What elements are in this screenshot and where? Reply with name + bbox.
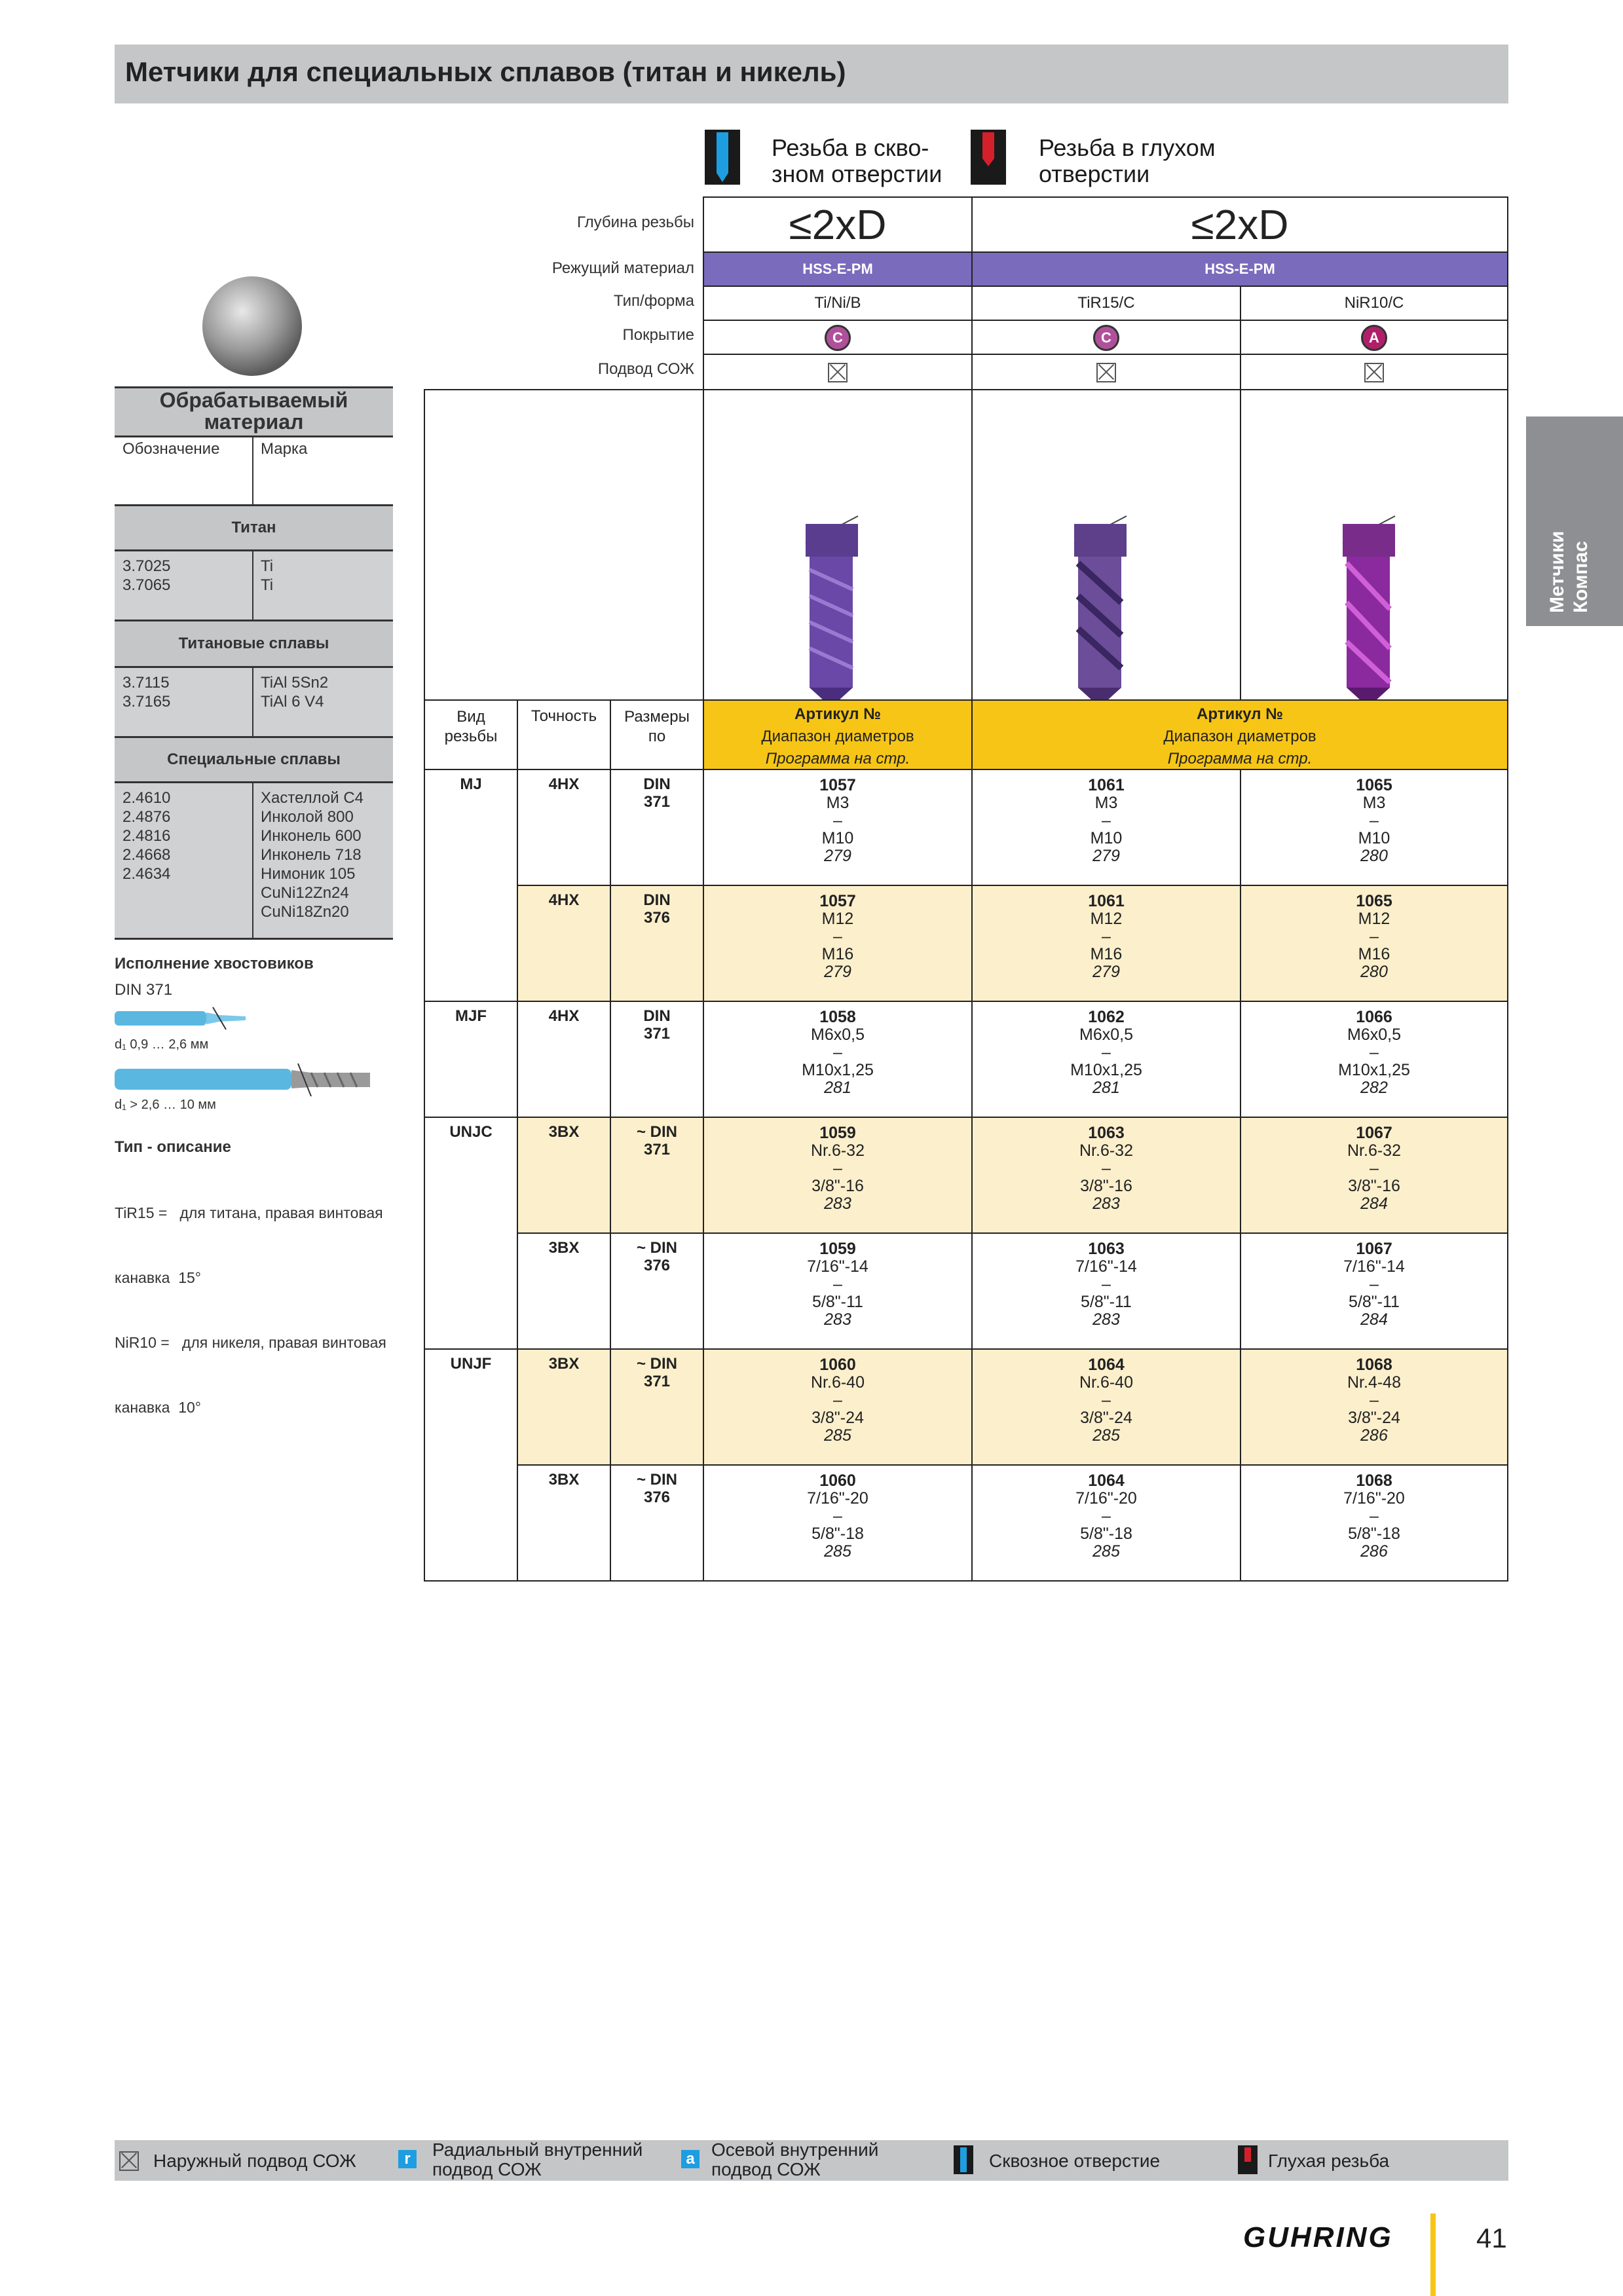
article-cell[interactable] xyxy=(971,1001,1241,1118)
coating-badge: C xyxy=(1093,325,1119,351)
page-ref: 283 xyxy=(824,1310,851,1329)
range-to: 5/8"-18 xyxy=(1080,1525,1132,1543)
range-to: M10 xyxy=(1090,829,1123,847)
cutting-material-through: HSS-E-PM xyxy=(703,251,973,287)
divider xyxy=(971,389,973,701)
material-grade: Инконель 600 xyxy=(261,827,362,845)
material-code: 2.4610 xyxy=(122,789,171,807)
range-to: M10x1,25 xyxy=(1338,1061,1410,1079)
accuracy-cell: 3BX xyxy=(517,1348,611,1466)
article-cell[interactable] xyxy=(971,1232,1241,1350)
article-cell[interactable] xyxy=(703,885,973,1002)
standard-text: 371 xyxy=(643,793,671,811)
legend-radial-line2: подвод СОЖ xyxy=(432,2159,542,2179)
row-label-depth: Глубина резьбы xyxy=(576,213,694,231)
standard-text: 371 xyxy=(643,1025,671,1043)
range-label: Диапазон диаметров xyxy=(761,728,914,745)
range-to: 3/8"-16 xyxy=(1348,1177,1400,1195)
article-number: 1061 xyxy=(1088,892,1125,910)
page-ref: 279 xyxy=(1092,847,1120,865)
sizes-label-1: Размеры xyxy=(624,708,690,726)
row-label-coating: Покрытие xyxy=(622,326,694,344)
range-from: M6x0,5 xyxy=(1347,1026,1401,1044)
range-from: 7/16"-20 xyxy=(807,1489,868,1508)
range-from: Nr.6-40 xyxy=(1079,1373,1133,1392)
article-cell[interactable] xyxy=(971,1117,1241,1234)
through-hole-icon xyxy=(954,2145,973,2174)
tap-image-3 xyxy=(1323,511,1428,701)
program-label: Программа на стр. xyxy=(1167,750,1313,768)
cutting-material-blind: HSS-E-PM xyxy=(971,251,1508,287)
article-number: 1068 xyxy=(1356,1472,1392,1490)
material-code: 3.7165 xyxy=(122,693,171,711)
accuracy-cell: 3BX xyxy=(517,1232,611,1350)
range-dash: – xyxy=(833,1275,842,1293)
range-dash: – xyxy=(1102,811,1111,830)
standard-cell xyxy=(610,885,704,1002)
range-dash: – xyxy=(1370,1159,1379,1177)
accuracy-cell: 3BX xyxy=(517,1117,611,1234)
page-ref: 284 xyxy=(1360,1194,1388,1213)
range-from: M6x0,5 xyxy=(811,1026,865,1044)
coating-badge: A xyxy=(1361,325,1387,351)
range-to: 5/8"-11 xyxy=(812,1293,863,1311)
range-to: M16 xyxy=(821,945,854,963)
blind-hole-icon xyxy=(1238,2145,1258,2174)
thread-kind: MJ xyxy=(460,775,482,793)
tap-image-2 xyxy=(1054,511,1159,701)
type-desc-line: канавка 15° xyxy=(115,1269,201,1286)
standard-text: 371 xyxy=(643,1141,671,1158)
shank-title: Исполнение хвостовиков xyxy=(115,955,314,972)
range-to: M10 xyxy=(821,829,854,847)
range-to: 3/8"-24 xyxy=(811,1409,864,1427)
col-header-thread-kind xyxy=(424,699,518,770)
range-to: 3/8"-24 xyxy=(1348,1409,1400,1427)
article-number: 1065 xyxy=(1356,776,1392,794)
col-grade: Марка xyxy=(261,440,308,458)
range-to: 3/8"-16 xyxy=(811,1177,864,1195)
article-number: 1063 xyxy=(1088,1240,1125,1258)
blind-hole-icon xyxy=(971,130,1006,185)
article-number: 1058 xyxy=(819,1008,856,1026)
page-ref: 279 xyxy=(824,847,851,865)
page-title-bar xyxy=(115,45,1508,103)
brand-logo: GUHRING xyxy=(1243,2221,1393,2253)
article-cell[interactable] xyxy=(971,1464,1241,1582)
range-label: Диапазон диаметров xyxy=(1163,728,1316,745)
range-dash: – xyxy=(833,1391,842,1409)
article-label: Артикул № xyxy=(1197,705,1283,723)
range-dash: – xyxy=(1102,1391,1111,1409)
small-shank-label: d₁ 0,9 … 2,6 мм xyxy=(115,1037,209,1052)
side-tab-line2: Компас xyxy=(1570,541,1592,613)
range-from: Nr.6-40 xyxy=(811,1373,865,1392)
range-from: Nr.6-32 xyxy=(1347,1141,1401,1160)
range-dash: – xyxy=(1102,1275,1111,1293)
article-number: 1063 xyxy=(1088,1124,1125,1142)
material-grade: TiAl 6 V4 xyxy=(261,693,324,711)
material-title xyxy=(115,388,393,437)
range-from: 7/16"-20 xyxy=(1075,1489,1137,1508)
range-dash: – xyxy=(833,811,842,830)
page-ref: 286 xyxy=(1360,1542,1388,1561)
article-cell[interactable] xyxy=(703,1232,973,1350)
range-dash: – xyxy=(1102,1043,1111,1062)
material-sphere-image xyxy=(200,274,305,379)
article-cell[interactable] xyxy=(1240,1464,1508,1582)
article-cell[interactable] xyxy=(1240,769,1508,886)
coolant-col1 xyxy=(703,354,973,390)
brand-divider xyxy=(1430,2213,1436,2296)
standard-text: DIN xyxy=(643,891,671,909)
axial-coolant-icon: a xyxy=(681,2150,700,2168)
legend-through: Сквозное отверстие xyxy=(989,2151,1161,2171)
page-ref: 279 xyxy=(1092,963,1120,981)
through-label-line1: Резьба в скво- xyxy=(772,134,929,161)
page-number: 41 xyxy=(1476,2223,1507,2253)
thread-kind-cell xyxy=(424,1001,518,1118)
type-col3: NiR10/C xyxy=(1240,286,1508,321)
through-hole-icon xyxy=(705,130,740,185)
large-shank-label: d₁ > 2,6 … 10 мм xyxy=(115,1098,216,1112)
range-dash: – xyxy=(833,1507,842,1525)
coating-col1 xyxy=(703,320,973,355)
article-cell[interactable] xyxy=(1240,1117,1508,1234)
material-code: 2.4816 xyxy=(122,827,171,845)
range-to: 5/8"-18 xyxy=(1348,1525,1400,1543)
col-header-article-blind xyxy=(971,699,1508,770)
side-tab-label xyxy=(1546,531,1593,613)
article-cell[interactable] xyxy=(971,1348,1241,1466)
range-from: 7/16"-14 xyxy=(1075,1257,1137,1276)
range-dash: – xyxy=(1370,1275,1379,1293)
row-label-material: Режущий материал xyxy=(551,259,694,277)
external-coolant-icon xyxy=(828,363,848,382)
legend-external: Наружный подвод СОЖ xyxy=(153,2151,356,2171)
material-grade: Инколой 800 xyxy=(261,808,354,826)
type-description-title: Тип - описание xyxy=(115,1138,231,1156)
radial-coolant-icon: r xyxy=(398,2150,417,2168)
standard-text: 376 xyxy=(643,1257,671,1274)
article-cell[interactable] xyxy=(703,1001,973,1118)
range-dash: – xyxy=(833,927,842,946)
page-ref: 285 xyxy=(824,1426,851,1445)
material-grade: CuNi12Zn24 xyxy=(261,884,349,902)
coating-badge: C xyxy=(825,325,851,351)
material-group-body xyxy=(115,783,393,938)
col-designation: Обозначение xyxy=(122,440,220,458)
range-to: 3/8"-16 xyxy=(1080,1177,1132,1195)
page-ref: 280 xyxy=(1360,847,1388,865)
range-from: M12 xyxy=(1090,910,1123,928)
range-to: M10 xyxy=(1358,829,1390,847)
page-ref: 283 xyxy=(1092,1194,1120,1213)
row-label-type: Тип/форма xyxy=(614,292,694,310)
material-grade: Ti xyxy=(261,557,274,575)
material-code: 2.4876 xyxy=(122,808,171,826)
page-ref: 279 xyxy=(824,963,851,981)
page-ref: 280 xyxy=(1360,963,1388,981)
page-ref: 282 xyxy=(1360,1079,1388,1097)
article-number: 1062 xyxy=(1088,1008,1125,1026)
range-dash: – xyxy=(1370,1507,1379,1525)
standard-cell xyxy=(610,769,704,886)
page-ref: 283 xyxy=(1092,1310,1120,1329)
standard-cell xyxy=(610,1348,704,1466)
material-code: 2.4668 xyxy=(122,846,171,864)
thread-kind: UNJC xyxy=(449,1123,493,1141)
range-to: 5/8"-18 xyxy=(811,1525,864,1543)
range-to: 3/8"-24 xyxy=(1080,1409,1132,1427)
range-to: M16 xyxy=(1090,945,1123,963)
standard-cell xyxy=(610,1001,704,1118)
thread-kind-cell xyxy=(424,1117,518,1350)
thread-kind-label: Вид резьбы xyxy=(444,708,498,745)
range-from: 7/16"-14 xyxy=(807,1257,868,1276)
divider xyxy=(703,389,704,701)
page-title: Метчики для специальных сплавов (титан и никель) xyxy=(125,56,846,87)
shank-std: DIN 371 xyxy=(115,981,173,999)
type-col2: TiR15/C xyxy=(971,286,1241,321)
range-dash: – xyxy=(1102,1507,1111,1525)
range-from: M3 xyxy=(1094,794,1118,812)
thread-kind-cell xyxy=(424,1348,518,1582)
thread-kind-cell xyxy=(424,769,518,1002)
article-number: 1067 xyxy=(1356,1124,1392,1142)
page-ref: 284 xyxy=(1360,1310,1388,1329)
blind-label-line2: отверстии xyxy=(1039,160,1150,187)
article-number: 1064 xyxy=(1088,1356,1125,1374)
material-grade: Хастеллой C4 xyxy=(261,789,364,807)
tap-image-1 xyxy=(786,511,891,701)
coolant-col2 xyxy=(971,354,1241,390)
legend-axial xyxy=(711,2140,878,2179)
range-dash: – xyxy=(833,1043,842,1062)
standard-text: DIN xyxy=(643,1007,671,1025)
article-cell[interactable] xyxy=(703,1464,973,1582)
type-desc-line: TiR15 = для титана, правая винтовая xyxy=(115,1204,383,1221)
page-ref: 285 xyxy=(1092,1426,1120,1445)
blind-label-line1: Резьба в глухом xyxy=(1039,134,1216,161)
through-label-line2: зном отверстии xyxy=(772,160,942,187)
range-from: Nr.4-48 xyxy=(1347,1373,1401,1392)
page-ref: 286 xyxy=(1360,1426,1388,1445)
range-dash: – xyxy=(1370,1391,1379,1409)
external-coolant-icon xyxy=(1096,363,1116,382)
range-to: M10x1,25 xyxy=(802,1061,874,1079)
through-hole-header xyxy=(772,135,942,187)
article-cell[interactable] xyxy=(703,1348,973,1466)
accuracy-cell: 3BX xyxy=(517,1464,611,1582)
range-to: 5/8"-11 xyxy=(1349,1293,1400,1311)
type-desc-line: канавка 10° xyxy=(115,1399,201,1416)
article-number: 1057 xyxy=(819,776,856,794)
range-dash: – xyxy=(833,1159,842,1177)
col-header-accuracy: Точность xyxy=(517,699,611,770)
article-number: 1060 xyxy=(819,1356,856,1374)
standard-text: ~ DIN xyxy=(636,1239,677,1257)
thread-kind: UNJF xyxy=(450,1355,492,1373)
legend-blind: Глухая резьба xyxy=(1268,2151,1390,2171)
type-description xyxy=(115,1159,386,1440)
external-coolant-icon xyxy=(1364,363,1384,382)
page-ref: 285 xyxy=(1092,1542,1120,1561)
article-number: 1064 xyxy=(1088,1472,1125,1490)
standard-text: 376 xyxy=(643,1489,671,1506)
range-dash: – xyxy=(1102,1159,1111,1177)
article-number: 1068 xyxy=(1356,1356,1392,1374)
divider xyxy=(1240,389,1241,701)
article-number: 1067 xyxy=(1356,1240,1392,1258)
article-number: 1057 xyxy=(819,892,856,910)
range-from: 7/16"-14 xyxy=(1343,1257,1405,1276)
article-number: 1065 xyxy=(1356,892,1392,910)
article-label: Артикул № xyxy=(794,705,881,723)
material-code: 3.7025 xyxy=(122,557,171,575)
program-label: Программа на стр. xyxy=(765,750,910,768)
material-group-body xyxy=(115,668,393,736)
range-from: Nr.6-32 xyxy=(811,1141,865,1160)
material-grade: Ti xyxy=(261,576,274,594)
material-code: 2.4634 xyxy=(122,865,171,883)
range-dash: – xyxy=(1370,811,1379,830)
range-dash: – xyxy=(1370,1043,1379,1062)
standard-text: 376 xyxy=(643,909,671,927)
range-from: Nr.6-32 xyxy=(1079,1141,1133,1160)
small-shank-image xyxy=(115,1006,272,1032)
range-dash: – xyxy=(1370,927,1379,946)
range-to: 5/8"-11 xyxy=(1081,1293,1132,1311)
large-shank-image xyxy=(115,1061,377,1098)
article-number: 1066 xyxy=(1356,1008,1392,1026)
article-cell[interactable] xyxy=(1240,1001,1508,1118)
range-to: M10x1,25 xyxy=(1070,1061,1142,1079)
standard-text: DIN xyxy=(643,775,671,793)
material-grade: CuNi18Zn20 xyxy=(261,903,349,921)
col-header-article-through xyxy=(703,699,973,770)
page-ref: 281 xyxy=(824,1079,851,1097)
material-grade: TiAl 5Sn2 xyxy=(261,674,329,692)
legend-axial-line1: Осевой внутренний xyxy=(711,2139,879,2160)
coating-col3 xyxy=(1240,320,1508,355)
material-grade: Нимоник 105 xyxy=(261,865,356,883)
standard-text: ~ DIN xyxy=(636,1471,677,1489)
legend-radial-line1: Радиальный внутренний xyxy=(432,2139,643,2160)
material-columns xyxy=(115,437,393,506)
article-number: 1059 xyxy=(819,1240,856,1258)
standard-cell xyxy=(610,1117,704,1234)
standard-text: ~ DIN xyxy=(636,1123,677,1141)
range-from: M3 xyxy=(1362,794,1386,812)
article-cell[interactable] xyxy=(1240,1348,1508,1466)
article-number: 1060 xyxy=(819,1472,856,1490)
standard-text: ~ DIN xyxy=(636,1355,677,1373)
side-tab[interactable] xyxy=(1526,417,1623,626)
accuracy-cell: 4HX xyxy=(517,769,611,886)
accuracy-cell: 4HX xyxy=(517,885,611,1002)
range-from: M12 xyxy=(821,910,854,928)
article-number: 1061 xyxy=(1088,776,1125,794)
standard-cell xyxy=(610,1464,704,1582)
range-dash: – xyxy=(1102,927,1111,946)
type-desc-line: NiR10 = для никеля, правая винтовая xyxy=(115,1334,386,1351)
coating-col2 xyxy=(971,320,1241,355)
coolant-col3 xyxy=(1240,354,1508,390)
depth-through: ≤2xD xyxy=(703,196,973,253)
range-from: M3 xyxy=(826,794,849,812)
legend-radial xyxy=(432,2140,643,2179)
article-cell[interactable] xyxy=(703,769,973,886)
range-from: M12 xyxy=(1358,910,1390,928)
material-grade: Инконель 718 xyxy=(261,846,362,864)
material-code: 3.7115 xyxy=(122,674,170,692)
article-cell[interactable] xyxy=(971,769,1241,886)
depth-blind: ≤2xD xyxy=(971,196,1508,253)
material-code: 3.7065 xyxy=(122,576,171,594)
row-label-coolant: Подвод СОЖ xyxy=(597,360,694,378)
external-coolant-icon xyxy=(119,2151,139,2171)
page-ref: 283 xyxy=(824,1194,851,1213)
material-title-line2: материал xyxy=(204,410,304,434)
material-group-body xyxy=(115,551,393,620)
col-header-sizes xyxy=(610,699,704,770)
article-cell[interactable] xyxy=(703,1117,973,1234)
legend-axial-line2: подвод СОЖ xyxy=(711,2159,821,2179)
article-cell[interactable] xyxy=(971,885,1241,1002)
thread-kind: MJF xyxy=(455,1007,487,1025)
material-group-title: Специальные сплавы xyxy=(115,738,393,781)
standard-cell xyxy=(610,1232,704,1350)
material-title-line1: Обрабатываемый xyxy=(159,388,348,412)
sizes-label-2: по xyxy=(648,728,666,745)
standard-text: 371 xyxy=(643,1373,671,1390)
accuracy-cell: 4HX xyxy=(517,1001,611,1118)
range-from: M6x0,5 xyxy=(1079,1026,1133,1044)
range-from: 7/16"-20 xyxy=(1343,1489,1405,1508)
material-group-title: Титановые сплавы xyxy=(115,621,393,666)
article-cell[interactable] xyxy=(1240,1232,1508,1350)
blind-hole-header xyxy=(1039,135,1216,187)
article-number: 1059 xyxy=(819,1124,856,1142)
article-cell[interactable] xyxy=(1240,885,1508,1002)
range-to: M16 xyxy=(1358,945,1390,963)
page-ref: 285 xyxy=(824,1542,851,1561)
side-tab-line1: Метчики xyxy=(1546,530,1568,613)
material-group-title: Титан xyxy=(115,506,393,549)
type-col1: Ti/Ni/B xyxy=(703,286,973,321)
page-ref: 281 xyxy=(1092,1079,1120,1097)
